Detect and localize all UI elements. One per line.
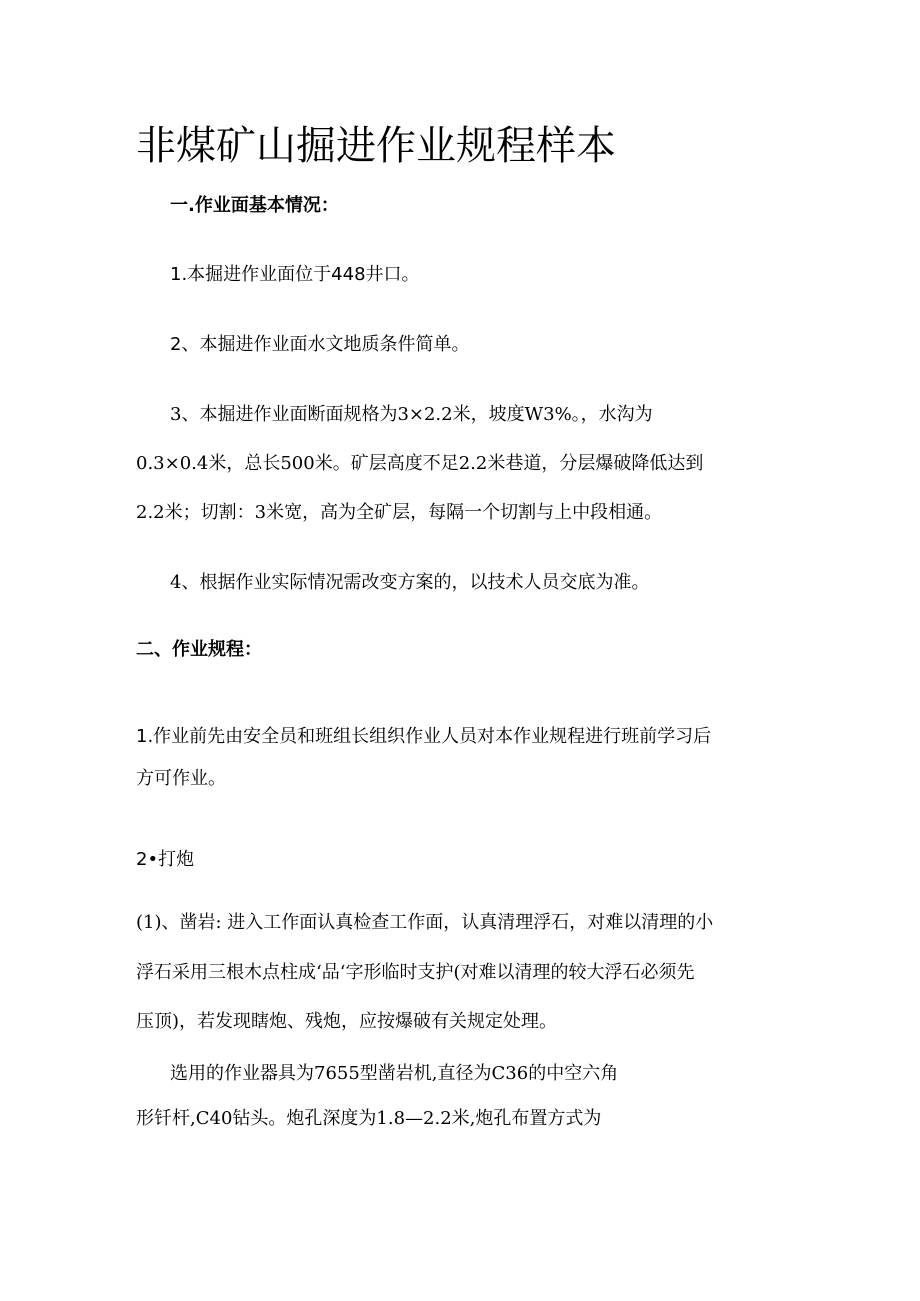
- section-2-item-1-line-1: 1.作业前先由安全员和班组长组织作业人员对本作业规程进行班前学习后: [136, 726, 712, 747]
- section-1-item-3-line-2: 0.3×0.4米，总长500米。矿层高度不足2.2米巷道，分层爆破降低达到: [136, 453, 704, 474]
- section-1-item-3-line-1: 3、本掘进作业面断面规格为3×2.2米，坡度W3%。，水沟为: [170, 404, 653, 425]
- section-2-paragraph-line-2: 形钎杆,C40钻头。炮孔深度为1.8—2.2米,炮孔布置方式为: [136, 1108, 602, 1129]
- section-2-item-2-heading: 2•打炮: [136, 849, 195, 870]
- section-1-heading: 一.作业面基本情况：: [170, 195, 339, 216]
- section-1-item-2: 2、本掘进作业面水文地质条件简单。: [170, 334, 470, 355]
- section-2-sub-1-line-2: 浮石采用三根木点柱成‘品‘字形临时支护(对难以清理的较大浮石必须先: [136, 962, 695, 983]
- section-2-sub-1-line-3: 压顶)，若发现瞎炮、残炮，应按爆破有关规定处理。: [136, 1011, 558, 1032]
- section-2-paragraph-line-1: 选用的作业器具为7655型凿岩机,直径为C36的中空六角: [170, 1063, 619, 1084]
- section-1-item-4: 4、根据作业实际情况需改变方案的，以技术人员交底为准。: [170, 572, 650, 593]
- section-2-sub-1-line-1: (1)、凿岩: 进入工作面认真检查工作面，认真清理浮石，对难以清理的小: [136, 912, 714, 933]
- section-2-item-1-line-2: 方可作业。: [136, 768, 226, 789]
- section-2-heading: 二、作业规程：: [136, 639, 262, 660]
- section-1-item-1: 1.本掘进作业面位于448井口。: [170, 264, 420, 285]
- section-1-item-3-line-3: 2.2米；切割：3米宽，高为全矿层，每隔一个切割与上中段相通。: [136, 502, 663, 523]
- document-title: 非煤矿山掘进作业规程样本: [136, 123, 616, 169]
